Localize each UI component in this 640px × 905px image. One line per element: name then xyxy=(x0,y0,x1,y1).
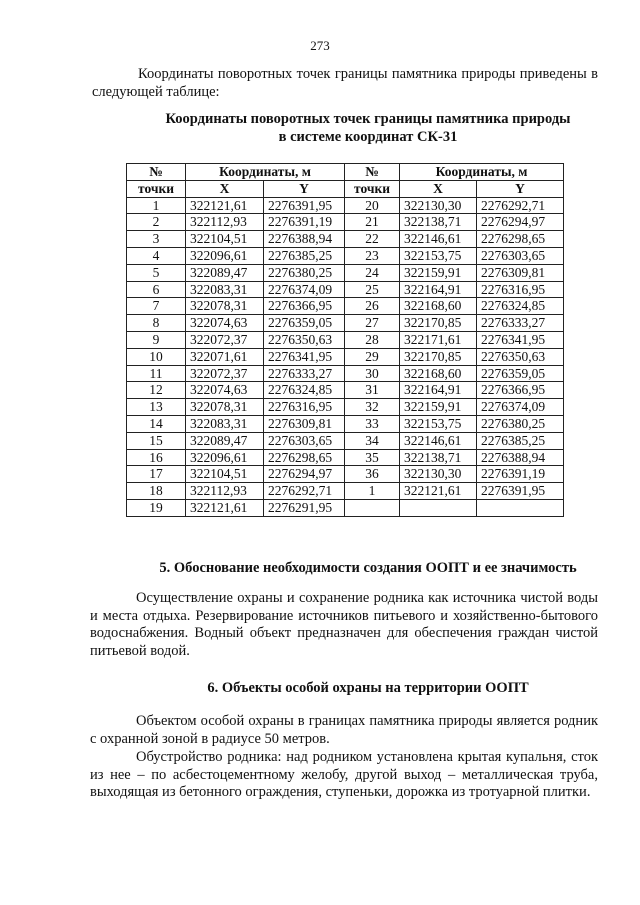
cell-point-no-right: 35 xyxy=(345,449,400,466)
section6-paragraph-1: Объектом особой охраны в границах памятника природы является родник с охранной зоной в радиусе 50 метров. xyxy=(90,713,598,747)
cell-x-left: 322072,37 xyxy=(186,331,264,348)
cell-x-right: 322168,60 xyxy=(400,298,477,315)
cell-point-no-left: 13 xyxy=(127,399,186,416)
cell-point-no-left: 7 xyxy=(127,298,186,315)
section6-title: 6. Объекты особой охраны на территории ООПТ xyxy=(207,680,529,696)
cell-y-right: 2276350,63 xyxy=(477,348,564,365)
cell-point-no-right: 29 xyxy=(345,348,400,365)
cell-point-no-right: 20 xyxy=(345,197,400,214)
section5-body: Осуществление охраны и сохранение родника как источника чистой воды и места отдыха. Резервирование источников питьевого и хозяйственно-бытового водоснабжения. Водный объект предназначен для обеспечения граждан чистой питьевой водой. xyxy=(90,590,598,659)
cell-x-right: 322164,91 xyxy=(400,382,477,399)
table-row xyxy=(127,197,564,214)
cell-x-right xyxy=(400,499,477,516)
table-row xyxy=(127,466,564,483)
cell-point-no-right: 31 xyxy=(345,382,400,399)
header-x-right: X xyxy=(400,180,477,197)
cell-point-no-left: 11 xyxy=(127,365,186,382)
cell-x-left: 322121,61 xyxy=(186,499,264,516)
cell-y-right: 2276385,25 xyxy=(477,432,564,449)
table-row xyxy=(127,247,564,264)
table-body xyxy=(127,197,564,516)
cell-y-right: 2276380,25 xyxy=(477,415,564,432)
cell-point-no-left: 12 xyxy=(127,382,186,399)
table-row xyxy=(127,449,564,466)
cell-y-left: 2276324,85 xyxy=(264,382,345,399)
cell-point-no-right xyxy=(345,499,400,516)
cell-y-right: 2276309,81 xyxy=(477,264,564,281)
header-points-right: точки xyxy=(345,180,400,197)
table-row xyxy=(127,365,564,382)
cell-y-left: 2276385,25 xyxy=(264,247,345,264)
cell-x-left: 322074,63 xyxy=(186,382,264,399)
cell-x-left: 322089,47 xyxy=(186,432,264,449)
section6-paragraph-2: Обустройство родника: над родником установлена крытая купальня, сток из нее – по асбестоцементному желобу, другой выход – металлическая труба, выходящая из бетонного ограждения, ступеньки, дорожка из тротуарной плитки. xyxy=(90,749,598,800)
cell-x-left: 322072,37 xyxy=(186,365,264,382)
cell-point-no-left: 18 xyxy=(127,483,186,500)
table-title xyxy=(100,110,636,146)
cell-y-right: 2276303,65 xyxy=(477,247,564,264)
cell-x-right: 322168,60 xyxy=(400,365,477,382)
cell-y-left: 2276359,05 xyxy=(264,315,345,332)
cell-point-no-left: 8 xyxy=(127,315,186,332)
page-number: 273 xyxy=(310,38,330,53)
cell-point-no-right: 30 xyxy=(345,365,400,382)
cell-point-no-left: 15 xyxy=(127,432,186,449)
cell-point-no-right: 32 xyxy=(345,399,400,416)
cell-x-right: 322146,61 xyxy=(400,231,477,248)
cell-point-no-left: 14 xyxy=(127,415,186,432)
cell-point-no-left: 4 xyxy=(127,247,186,264)
cell-y-left: 2276350,63 xyxy=(264,331,345,348)
table-title-line1: Координаты поворотных точек границы памятника природы xyxy=(165,111,571,127)
cell-x-right: 322138,71 xyxy=(400,214,477,231)
cell-x-left: 322083,31 xyxy=(186,415,264,432)
cell-y-left: 2276374,09 xyxy=(264,281,345,298)
cell-point-no-right: 36 xyxy=(345,466,400,483)
cell-y-left: 2276291,95 xyxy=(264,499,345,516)
cell-x-right: 322153,75 xyxy=(400,415,477,432)
cell-y-right: 2276294,97 xyxy=(477,214,564,231)
table-title-line2: в системе координат СК-31 xyxy=(278,129,458,145)
coordinates-table xyxy=(126,163,564,517)
cell-point-no-right: 23 xyxy=(345,247,400,264)
header-no-left: № xyxy=(127,164,186,181)
cell-y-left: 2276298,65 xyxy=(264,449,345,466)
cell-y-right: 2276324,85 xyxy=(477,298,564,315)
cell-x-left: 322078,31 xyxy=(186,298,264,315)
table-row xyxy=(127,348,564,365)
header-coords-left: Координаты, м xyxy=(186,164,345,181)
cell-y-right: 2276298,65 xyxy=(477,231,564,248)
cell-x-right: 322171,61 xyxy=(400,331,477,348)
cell-x-left: 322096,61 xyxy=(186,247,264,264)
cell-point-no-right: 33 xyxy=(345,415,400,432)
cell-x-right: 322130,30 xyxy=(400,466,477,483)
cell-x-right: 322130,30 xyxy=(400,197,477,214)
cell-x-right: 322170,85 xyxy=(400,315,477,332)
cell-x-right: 322153,75 xyxy=(400,247,477,264)
cell-point-no-left: 19 xyxy=(127,499,186,516)
cell-point-no-right: 21 xyxy=(345,214,400,231)
cell-y-left: 2276388,94 xyxy=(264,231,345,248)
table-row xyxy=(127,264,564,281)
cell-x-right: 322121,61 xyxy=(400,483,477,500)
cell-y-right: 2276374,09 xyxy=(477,399,564,416)
cell-y-right: 2276292,71 xyxy=(477,197,564,214)
cell-y-left: 2276391,95 xyxy=(264,197,345,214)
cell-x-left: 322096,61 xyxy=(186,449,264,466)
cell-y-left: 2276303,65 xyxy=(264,432,345,449)
cell-point-no-left: 17 xyxy=(127,466,186,483)
table-row xyxy=(127,231,564,248)
table-row xyxy=(127,399,564,416)
cell-x-left: 322083,31 xyxy=(186,281,264,298)
cell-y-right: 2276391,95 xyxy=(477,483,564,500)
table-row xyxy=(127,415,564,432)
cell-x-right: 322159,91 xyxy=(400,264,477,281)
cell-x-right: 322146,61 xyxy=(400,432,477,449)
cell-x-right: 322159,91 xyxy=(400,399,477,416)
intro-paragraph: Координаты поворотных точек границы памятника природы приведены в следующей таблице: xyxy=(92,66,598,100)
cell-y-left: 2276341,95 xyxy=(264,348,345,365)
table-header-row-2 xyxy=(127,180,564,197)
cell-point-no-left: 16 xyxy=(127,449,186,466)
cell-y-left: 2276366,95 xyxy=(264,298,345,315)
cell-x-left: 322074,63 xyxy=(186,315,264,332)
cell-y-right: 2276391,19 xyxy=(477,466,564,483)
cell-point-no-left: 3 xyxy=(127,231,186,248)
cell-point-no-left: 5 xyxy=(127,264,186,281)
table-row xyxy=(127,298,564,315)
cell-x-left: 322089,47 xyxy=(186,264,264,281)
cell-point-no-right: 24 xyxy=(345,264,400,281)
cell-y-left: 2276292,71 xyxy=(264,483,345,500)
cell-x-left: 322104,51 xyxy=(186,231,264,248)
header-y-left: Y xyxy=(264,180,345,197)
header-y-right: Y xyxy=(477,180,564,197)
cell-y-right: 2276388,94 xyxy=(477,449,564,466)
cell-y-left: 2276294,97 xyxy=(264,466,345,483)
section5-title: 5. Обоснование необходимости создания ООПТ и ее значимость xyxy=(159,560,577,576)
table-row xyxy=(127,432,564,449)
cell-x-left: 322078,31 xyxy=(186,399,264,416)
cell-x-left: 322112,93 xyxy=(186,483,264,500)
cell-point-no-left: 2 xyxy=(127,214,186,231)
table-row xyxy=(127,331,564,348)
cell-y-left: 2276333,27 xyxy=(264,365,345,382)
table-row xyxy=(127,499,564,516)
cell-point-no-left: 1 xyxy=(127,197,186,214)
header-no-right: № xyxy=(345,164,400,181)
header-points-left: точки xyxy=(127,180,186,197)
cell-point-no-left: 9 xyxy=(127,331,186,348)
cell-y-left: 2276380,25 xyxy=(264,264,345,281)
table-row xyxy=(127,214,564,231)
cell-point-no-left: 6 xyxy=(127,281,186,298)
table-row xyxy=(127,483,564,500)
cell-y-right: 2276359,05 xyxy=(477,365,564,382)
cell-point-no-right: 1 xyxy=(345,483,400,500)
table-row xyxy=(127,281,564,298)
cell-point-no-right: 34 xyxy=(345,432,400,449)
header-coords-right: Координаты, м xyxy=(400,164,564,181)
cell-y-right xyxy=(477,499,564,516)
header-x-left: X xyxy=(186,180,264,197)
cell-point-no-right: 25 xyxy=(345,281,400,298)
cell-x-left: 322071,61 xyxy=(186,348,264,365)
cell-y-right: 2276316,95 xyxy=(477,281,564,298)
cell-x-left: 322104,51 xyxy=(186,466,264,483)
cell-x-right: 322164,91 xyxy=(400,281,477,298)
cell-y-left: 2276391,19 xyxy=(264,214,345,231)
cell-point-no-right: 27 xyxy=(345,315,400,332)
cell-point-no-right: 22 xyxy=(345,231,400,248)
table-header-row-1 xyxy=(127,164,564,181)
cell-x-left: 322112,93 xyxy=(186,214,264,231)
cell-x-right: 322138,71 xyxy=(400,449,477,466)
cell-x-left: 322121,61 xyxy=(186,197,264,214)
cell-y-right: 2276333,27 xyxy=(477,315,564,332)
table-row xyxy=(127,315,564,332)
cell-point-no-right: 28 xyxy=(345,331,400,348)
cell-y-left: 2276316,95 xyxy=(264,399,345,416)
cell-x-right: 322170,85 xyxy=(400,348,477,365)
cell-point-no-right: 26 xyxy=(345,298,400,315)
cell-y-right: 2276366,95 xyxy=(477,382,564,399)
cell-y-left: 2276309,81 xyxy=(264,415,345,432)
table-row xyxy=(127,382,564,399)
cell-point-no-left: 10 xyxy=(127,348,186,365)
cell-y-right: 2276341,95 xyxy=(477,331,564,348)
